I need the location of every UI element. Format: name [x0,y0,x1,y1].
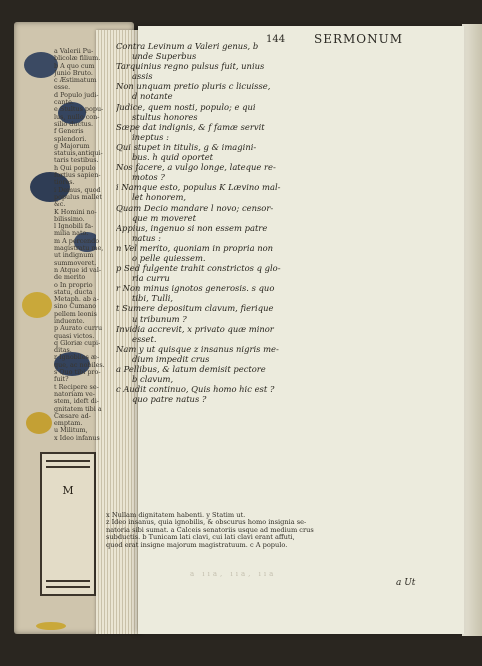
side-note-line: de merito [54,273,86,282]
verse-line-text: ria curru [132,273,170,284]
verse-line [116,61,328,71]
verse-line-text: ineptus : [132,131,169,142]
verse-line-text: a Pellibus, & latum demisit pectore [116,364,266,374]
verse-line [116,91,328,101]
verse-line [116,112,328,122]
verse-line [116,344,328,354]
side-note-line: g Majorum [54,141,90,150]
verse-line-text: tibi, Tulli, [132,293,174,304]
verse-line-text: c Audit continuo, Quis homo hic est ? [116,384,275,395]
verse-line-text: let honorem, [132,192,187,203]
verse-line-text: esset. [132,333,157,344]
verse-line-text: n Vel merito, quoniam in propria non [116,242,274,253]
side-note-line: blicolæ filium. [54,54,101,63]
page-number: 144 [266,34,286,45]
verse-line [116,71,328,81]
verse-line-text: Invidia accrevit, x privato quæ minor [116,323,274,334]
side-note-line: bilissimo. [54,214,85,223]
side-note-line: fortius sapien- [54,171,101,180]
side-note-line: statuis,antiqui- [54,149,103,158]
side-note-line: stem, ideft di- [54,397,99,406]
side-note-line: x Ideo infanus [54,433,100,442]
verse-line-text: u tribunum ? [132,313,187,324]
side-note-line: d Populo judi- [54,90,99,99]
catchword: a Ut [396,578,416,588]
verse-line [116,142,328,152]
verse-line-text: Judice, quem nosti, populo; e qui [116,101,256,112]
side-note-line: cante. [54,98,74,107]
marbled-pattern [36,622,66,630]
side-note-line: quasi victos. [54,331,95,340]
verse-line-text: p Sed fulgente trahit constrictos q glo- [116,263,281,274]
verse-line [116,273,328,283]
side-note-line: l Ignobili fa- [54,222,94,231]
footnote-line: natoria sibi sumat. a Calceis senatoriis usque ad medium crus [106,525,314,534]
verse-line [116,374,328,384]
side-note-line: esse. [54,83,71,92]
side-note-line: Cæsare ad- [54,411,91,420]
verse-line [116,233,328,243]
verse-line [116,152,328,162]
running-title: SERMONUM [314,32,404,46]
verse-line-text: dium impedit crus [132,353,210,364]
verse-line [116,334,328,344]
side-note-line: h Qui populo [54,163,96,172]
verse-line-text: motos ? [132,172,165,183]
side-note-line: f Generis [54,127,84,136]
side-note-line: milia nato. [54,229,89,238]
verse-line [116,51,328,61]
verse-line-text: i Namque esto, populus K Lævino mal- [116,182,281,193]
verse-line [116,213,328,223]
verse-line-text: Appius, ingenuo si non essem patre [116,222,268,233]
side-note-line: o In proprio [54,280,93,289]
verse-line-text: bus. h quid oportet [132,152,214,163]
verse-line [116,364,328,374]
verse-line-text: b clavum, [132,374,174,385]
verse-line [116,394,328,404]
verse-line [116,314,328,324]
verse-line-text: r Non minus ignotos generosis. s quo [116,283,275,294]
side-note-line: t Recipere se- [54,382,99,391]
side-note-line: q Gloriæ cupi- [54,338,101,347]
side-note-line: natoriam ve- [54,389,95,398]
verse-line [116,182,328,192]
side-note-line: ut indignum [54,251,94,260]
verse-line [116,293,328,303]
footnote-line: quod erat insigne majorum magistratuum. c A populo. [106,540,288,549]
verse-line [116,41,328,51]
side-note-line: gnitatem tibi a [54,404,102,413]
marbled-pattern [24,52,58,78]
verse-line [116,162,328,172]
verse-line [116,102,328,112]
verse-line-text: assis [132,71,153,82]
side-note-line: r Ignobiles æ- [54,353,100,362]
side-note-line: que, ac nobiles. [54,360,105,369]
footnote-line: x Nullam dignitatem habenti. y Statim ut. [106,511,246,519]
footnote-line: subductis. b Tunicam lati clavi, cui lati clavi erant affuti, [106,533,295,542]
verse-line-text: stultus honores [132,111,198,122]
verse-line-text: t Sumere depositum clavum, fierique [116,303,274,314]
side-note-line: a Valerii Pu- [54,48,94,55]
side-note-line: splendori. [54,134,87,143]
verse-line [116,253,328,263]
side-note-line: fuit? [54,375,69,384]
verse-line-text: Tarquinius regno pulsus fuit, unius [116,61,265,72]
verse-line [116,263,328,273]
verse-line [116,81,328,91]
side-note-line: silio ductus. [54,119,94,128]
side-note-line: emptam. [54,419,83,428]
side-note-line: sino Cumano [54,302,97,311]
side-note-line: lus, nullo con- [54,112,100,121]
facing-page-edge [462,24,482,636]
side-note-line: tiores. [54,178,75,187]
side-note-line: populus mallet [54,192,102,201]
verse-line-text: que m moveret [132,212,196,223]
side-note-line: i Demus, quod [54,185,101,194]
side-note-line: pellem leonis [54,309,97,318]
verse-line-text: Contra Levinum a Valeri genus, b [116,41,259,51]
side-note-line: n Atque id val- [54,265,102,274]
side-note-line: e Stultus popu- [54,105,104,114]
verse-line-text: Sæpe dat indignis, & f famæ servit [116,121,265,132]
footnote-line: z Ideo insanus, quia ignobilis, & obscurus homo insignia se- [106,518,307,527]
marbled-pattern [22,292,52,318]
side-note-line: p Aurato curru [54,324,103,333]
side-note-line: u Militum, [54,426,88,435]
verse-line [116,223,328,233]
side-note-line: &c. [54,200,66,209]
verse-line [116,384,328,394]
verse-line [116,243,328,253]
side-note-line: Junio Bruto. [54,68,93,77]
side-note-line: K Homini no- [54,207,97,216]
side-note-line: s Quo tibi pro- [54,368,101,377]
verse-line [116,172,328,182]
verse-line [116,283,328,293]
verse-line-text: Nos facere, a vulgo longe, lateque re- [116,162,276,173]
verse-line [116,203,328,213]
spine-label-text: M [62,484,74,497]
marbled-pattern [26,412,52,434]
verse-line-text: Quam Decio mandare l novo; censor- [116,202,274,213]
reverse-bleed-through: a ııa, ııa, ııa [190,570,277,578]
verse-line-text: Qui stupet in titulis, g & imagini- [116,141,257,152]
marginal-notes [54,48,116,518]
verse-line-text: natus : [132,232,161,243]
verse-line-text: Nam y ut quisque z insanus nigris me- [116,343,279,354]
side-note-line: Metaph. ab a- [54,295,99,304]
verse-line-text: Non unquam pretio pluris c licuisse, [116,81,271,92]
verse-line-text: quo patre natus ? [132,394,207,405]
verse-line-text: unde Superbus [132,51,197,62]
footnotes [106,512,324,552]
side-note-line: b A quo cum [54,61,95,70]
verse-line-text: o pelle quiessem. [132,252,206,263]
side-note-line: magistratu me, [54,244,104,253]
side-note-line: ditas. [54,346,72,355]
side-note-line: m A percendo [54,236,100,245]
side-note-line: taris testibus. [54,156,99,165]
side-note-line: statu, ducta [54,287,93,296]
verse-line-text: d notante [132,91,173,102]
verse-line [116,192,328,202]
verse-line [116,132,328,142]
verse-line [116,324,328,334]
side-note-line: c Æstimatum [54,76,97,85]
verse-line [116,354,328,364]
verse-line [116,122,328,132]
side-note-line: induente. [54,316,85,325]
verse-text [116,41,328,506]
verse-line [116,303,328,313]
side-note-line: summoveret. [54,258,97,267]
